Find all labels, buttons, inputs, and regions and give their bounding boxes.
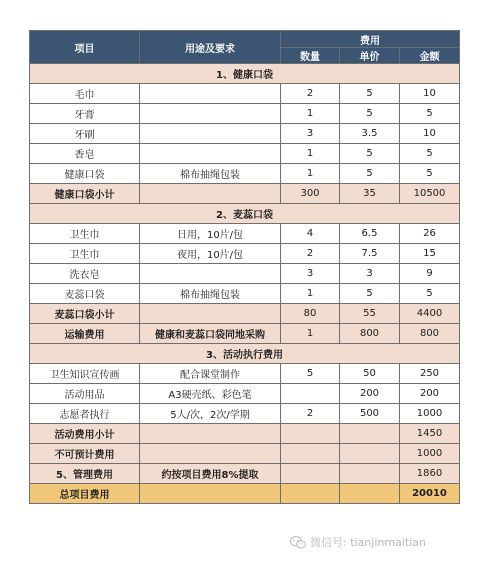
cell-amount: 1000: [400, 404, 460, 424]
wechat-icon: [290, 536, 306, 549]
cell-amount: 10: [400, 124, 460, 144]
cell-item: 健康口袋小计: [30, 184, 140, 204]
table-row: [30, 244, 460, 264]
cell-price: [340, 464, 400, 484]
subtotal-row: [30, 424, 460, 444]
cell-price: 5: [340, 84, 400, 104]
cell-amount: 5: [400, 104, 460, 124]
cell-item: 卫生巾: [30, 244, 140, 264]
table-row: [30, 224, 460, 244]
cell-purpose: 棉布抽绳包装: [140, 284, 281, 304]
cell-price: 6.5: [340, 224, 400, 244]
table-row: [30, 104, 460, 124]
cell-purpose: [140, 84, 281, 104]
cell-purpose: [140, 184, 281, 204]
header-row: [30, 31, 460, 48]
cell-item: 卫生知识宣传画: [30, 364, 140, 384]
cell-amount: 1000: [400, 444, 460, 464]
cell-price: 3.5: [340, 124, 400, 144]
cell-purpose: A3硬壳纸、彩色笔: [140, 384, 281, 404]
cell-item: 运输费用: [30, 324, 140, 344]
header-amount: 金额: [400, 48, 460, 64]
cell-purpose: [140, 144, 281, 164]
cell-qty: 4: [281, 224, 340, 244]
subtotal-row: [30, 464, 460, 484]
cell-qty: [281, 484, 340, 504]
cell-amount: 5: [400, 164, 460, 184]
cell-amount: 10: [400, 84, 460, 104]
cell-price: 3: [340, 264, 400, 284]
header-price: 单价: [340, 48, 400, 64]
cell-amount: 26: [400, 224, 460, 244]
table-row: [30, 164, 460, 184]
cell-amount: 10500: [400, 184, 460, 204]
cell-amount: 9: [400, 264, 460, 284]
table-row: [30, 364, 460, 384]
budget-table: [29, 30, 460, 504]
cell-item: 麦蕊口袋: [30, 284, 140, 304]
cell-purpose: 夜用，10片/包: [140, 244, 281, 264]
table-row: [30, 84, 460, 104]
cell-qty: 1: [281, 284, 340, 304]
subtotal-row: [30, 324, 460, 344]
cell-qty: 80: [281, 304, 340, 324]
cell-item: 香皂: [30, 144, 140, 164]
subtotal-row: [30, 184, 460, 204]
table-row: [30, 264, 460, 284]
cell-item: 牙膏: [30, 104, 140, 124]
cell-purpose: 5人/次，2次/学期: [140, 404, 281, 424]
cell-price: 35: [340, 184, 400, 204]
cell-price: 5: [340, 284, 400, 304]
cell-qty: [281, 424, 340, 444]
cell-item: 5、管理费用: [30, 464, 140, 484]
header-cost: 费用: [281, 31, 460, 48]
table-body: [30, 64, 460, 504]
cell-purpose: 健康和麦蕊口袋同地采购: [140, 324, 281, 344]
cell-price: [340, 484, 400, 504]
cell-item: 洗衣皂: [30, 264, 140, 284]
table-row: [30, 284, 460, 304]
cell-purpose: [140, 104, 281, 124]
cell-purpose: 棉布抽绳包装: [140, 164, 281, 184]
header-item: 项目: [30, 31, 140, 64]
cell-price: 5: [340, 144, 400, 164]
cell-purpose: 约按项目费用8%提取: [140, 464, 281, 484]
cell-qty: 2: [281, 84, 340, 104]
cell-item: 卫生巾: [30, 224, 140, 244]
table-row: [30, 404, 460, 424]
cell-qty: 1: [281, 144, 340, 164]
section-title: 1、健康口袋: [30, 64, 460, 84]
header-purpose: 用途及要求: [140, 31, 281, 64]
cell-qty: [281, 384, 340, 404]
watermark-text: 微信号: tianjinmaitian: [310, 536, 426, 549]
cell-amount: 4400: [400, 304, 460, 324]
cell-purpose: 日用，10片/包: [140, 224, 281, 244]
cell-qty: 5: [281, 364, 340, 384]
cell-qty: 2: [281, 404, 340, 424]
cell-item: 志愿者执行: [30, 404, 140, 424]
subtotal-row: [30, 304, 460, 324]
cell-qty: 3: [281, 124, 340, 144]
watermark: [290, 534, 426, 550]
section-row: [30, 64, 460, 84]
subtotal-row: [30, 444, 460, 464]
cell-item: 活动用品: [30, 384, 140, 404]
cell-amount: 1860: [400, 464, 460, 484]
table-row: [30, 144, 460, 164]
cell-qty: [281, 444, 340, 464]
cell-purpose: 配合课堂制作: [140, 364, 281, 384]
cell-purpose: [140, 304, 281, 324]
cell-purpose: [140, 444, 281, 464]
table-row: [30, 384, 460, 404]
cell-price: 800: [340, 324, 400, 344]
cell-price: 5: [340, 104, 400, 124]
cell-amount: 1450: [400, 424, 460, 444]
section-title: 3、活动执行费用: [30, 344, 460, 364]
section-row: [30, 204, 460, 224]
total-row: [30, 484, 460, 504]
cell-qty: [281, 464, 340, 484]
cell-amount: 5: [400, 284, 460, 304]
cell-item: 总项目费用: [30, 484, 140, 504]
cell-amount: 200: [400, 384, 460, 404]
cell-price: 5: [340, 164, 400, 184]
cell-item: 活动费用小计: [30, 424, 140, 444]
cell-item: 牙刷: [30, 124, 140, 144]
cell-item: 毛巾: [30, 84, 140, 104]
cell-amount: 20010: [400, 484, 460, 504]
cell-purpose: [140, 484, 281, 504]
section-title: 2、麦蕊口袋: [30, 204, 460, 224]
cell-purpose: [140, 424, 281, 444]
cell-item: 健康口袋: [30, 164, 140, 184]
cell-purpose: [140, 264, 281, 284]
cell-price: [340, 424, 400, 444]
cell-price: 50: [340, 364, 400, 384]
cell-price: 500: [340, 404, 400, 424]
cell-qty: 3: [281, 264, 340, 284]
cell-price: 200: [340, 384, 400, 404]
cell-amount: 5: [400, 144, 460, 164]
cell-amount: 800: [400, 324, 460, 344]
table-row: [30, 124, 460, 144]
cell-amount: 15: [400, 244, 460, 264]
header-qty: 数量: [281, 48, 340, 64]
cell-purpose: [140, 124, 281, 144]
cell-qty: 1: [281, 104, 340, 124]
cell-qty: 1: [281, 324, 340, 344]
cell-price: 55: [340, 304, 400, 324]
cell-price: 7.5: [340, 244, 400, 264]
cell-item: 麦蕊口袋小计: [30, 304, 140, 324]
cell-qty: 1: [281, 164, 340, 184]
cell-qty: 300: [281, 184, 340, 204]
cell-item: 不可预计费用: [30, 444, 140, 464]
cell-price: [340, 444, 400, 464]
cell-amount: 250: [400, 364, 460, 384]
section-row: [30, 344, 460, 364]
cell-qty: 2: [281, 244, 340, 264]
